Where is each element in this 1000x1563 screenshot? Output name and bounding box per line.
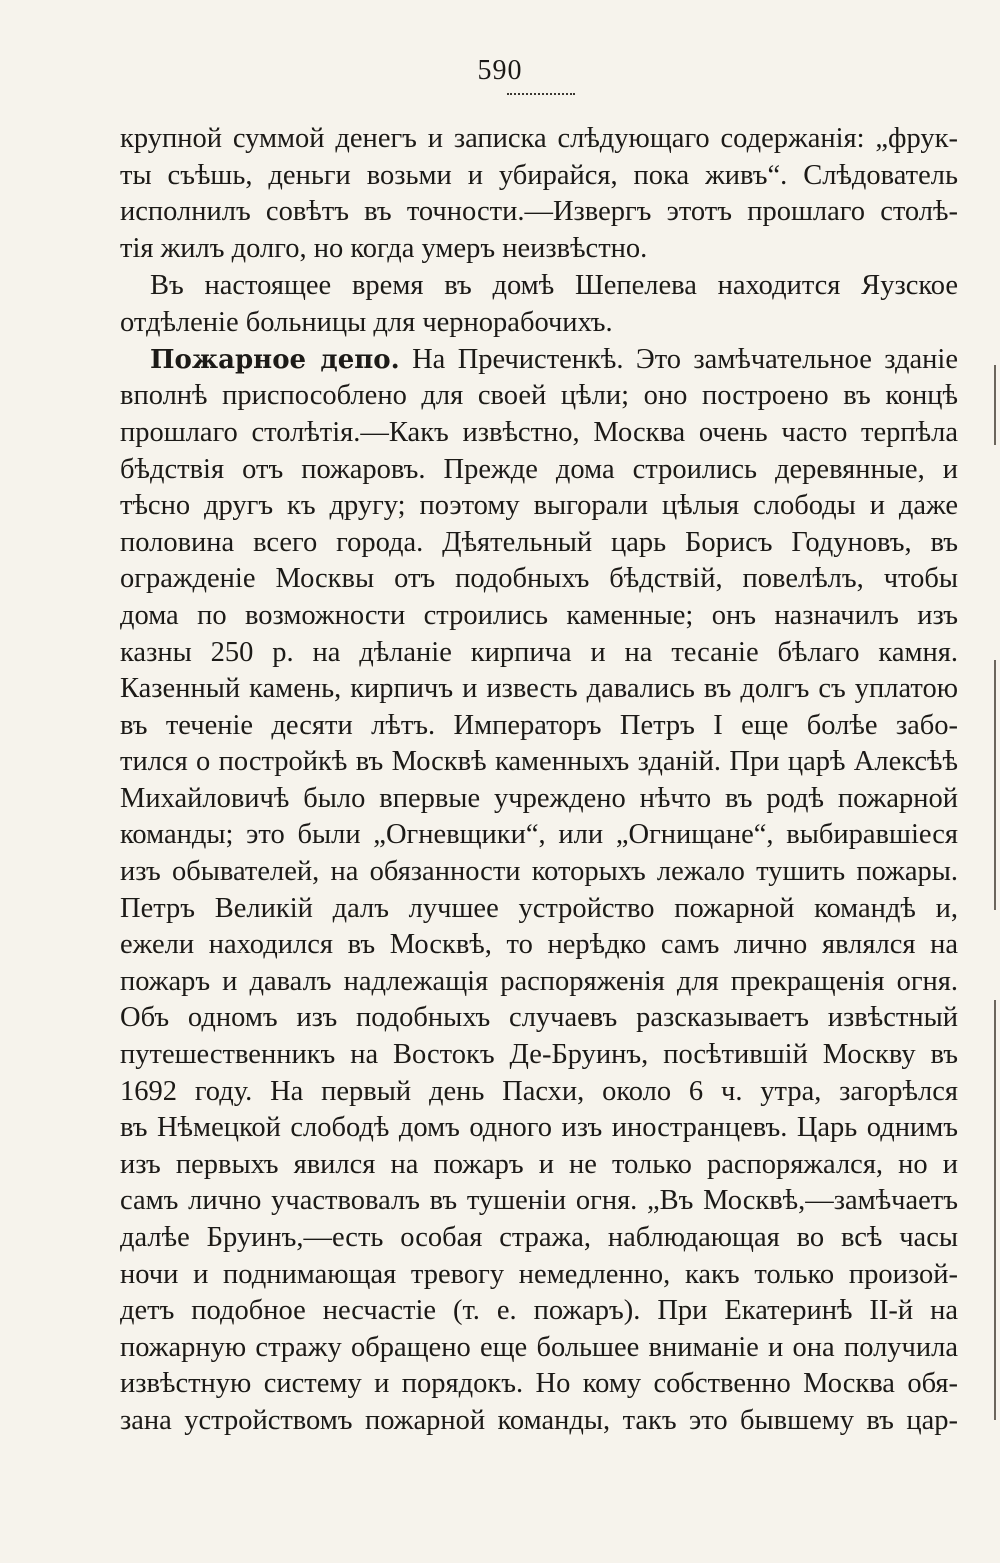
scan-edge-mark (994, 365, 996, 445)
section-heading: Пожарное депо. (150, 344, 400, 375)
text-line: самъ лично участвовалъ въ тушеніи огня. „Въ Москвѣ,—замѣчаетъ (120, 1185, 958, 1217)
text-line: ежели находился въ Москвѣ, то нерѣдко самъ лично являлся на (120, 929, 958, 961)
text-line: въ Нѣмецкой слободѣ домъ одного изъ иностранцевъ. Царь однимъ (120, 1112, 958, 1144)
text-line: половина всего города. Дѣятельный царь Борисъ Годуновъ, въ (120, 526, 958, 558)
scan-edge-mark (994, 660, 996, 910)
page-number-rule (507, 93, 575, 95)
body-text (120, 121, 958, 1440)
text-line: Объ одномъ изъ подобныхъ случаевъ разсказываетъ извѣстный (120, 1002, 958, 1034)
text-line: далѣе Бруинъ,—есть особая стража, наблюдающая во всѣ часы (120, 1222, 958, 1253)
text-line: исполнилъ совѣтъ въ точности.—Извергъ этотъ прошлаго столѣ- (120, 196, 958, 228)
text-line: путешественникъ на Востокъ Де-Бруинъ, посѣтившій Москву въ (120, 1039, 958, 1071)
text-line: пожаръ и давалъ надлежащія распоряженія для прекращенія огня. (120, 965, 958, 997)
text-line: огражденіе Москвы отъ подобныхъ бѣдствій, повелѣлъ, чтобы (120, 563, 958, 595)
heading-line-text: На Пречистенкѣ. Это замѣчательное зданіе (399, 343, 958, 375)
text-line: пожарную стражу обращено еще большее вниманіе и она получила (120, 1331, 958, 1363)
text-line: изъ первыхъ явился на пожаръ и не только распоряжался, но и (120, 1148, 958, 1180)
text-line: зана устройствомъ пожарной команды, такъ это бывшему въ цар- (120, 1404, 958, 1436)
paragraph-1 (120, 121, 958, 267)
text-line: Въ настоящее время въ домѣ Шепелева находится Яузское (150, 269, 958, 301)
text-line: 1692 году. На первый день Пасхи, около 6 ч. утра, загорѣлся (120, 1075, 958, 1107)
text-line: Петръ Великій далъ лучшее устройство пожарной командѣ и, (120, 892, 958, 924)
text-line: ты съѣшь, деньги возьми и убирайся, пока живъ“. Слѣдователь (120, 159, 958, 191)
text-line: бѣдствія отъ пожаровъ. Прежде дома строились деревянные, и (120, 453, 958, 485)
text-line: тился о постройкѣ въ Москвѣ каменныхъ зданій. При царѣ Алексѣѣ (120, 746, 958, 778)
text-line: дома по возможности строились каменные; онъ назначилъ изъ (120, 599, 958, 631)
paragraph-2 (120, 268, 958, 341)
scan-edge-mark (994, 1000, 996, 1420)
text-line: Казенный камень, кирпичъ и известь давались въ долгъ съ уплатою (120, 673, 958, 705)
page-number: 590 (477, 55, 523, 86)
text-line: казны 250 р. на дѣланіе кирпича и на тесаніе бѣлаго камня. (120, 636, 958, 668)
text-line: изъ обывателей, на обязанности которыхъ лежало тушить пожары. (120, 856, 958, 888)
text-line: ночи и поднимающая тревогу немедленно, какъ только произой- (120, 1258, 958, 1290)
text-line: детъ подобное несчастіе (т. е. пожаръ). При Екатеринѣ II-й на (120, 1295, 958, 1327)
text-line: отдѣленіе больницы для чернорабочихъ. (120, 306, 613, 338)
text-line: извѣстную систему и порядокъ. Но кому собственно Москва обя- (120, 1368, 958, 1400)
paragraph-3 (120, 342, 958, 1440)
text-line: въ теченіе десяти лѣтъ. Императоръ Петръ I еще болѣе забо- (120, 709, 958, 741)
text-line: крупной суммой денегъ и записка слѣдующаго содержанія: „фрук- (120, 123, 958, 154)
text-line: команды; это были „Огневщики“, или „Огнищане“, выбиравшіеся (120, 819, 958, 851)
text-line: тѣсно другъ къ другу; поэтому выгорали цѣлыя слободы и даже (120, 490, 958, 522)
text-line: Михайловичѣ было впервые учреждено нѣчто въ родѣ пожарной (120, 782, 958, 814)
text-line: вполнѣ приспособлено для своей цѣли; оно построено въ концѣ (120, 380, 958, 412)
text-line: тія жилъ долго, но когда умеръ неизвѣстно. (120, 232, 648, 264)
text-line-with-heading (120, 342, 958, 379)
text-line: прошлаго столѣтія.—Какъ извѣстно, Москва очень часто терпѣла (120, 416, 958, 448)
